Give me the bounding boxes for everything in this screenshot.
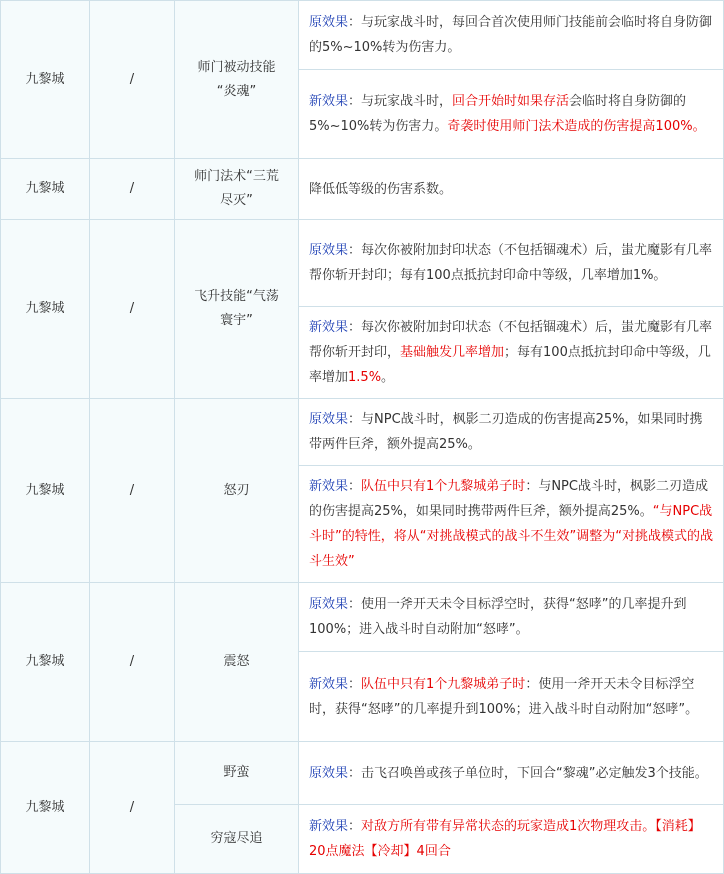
faction-cell: 九黎城 <box>1 742 90 874</box>
table-row <box>1 399 724 466</box>
skill-name-line: 师门法术“三荒 <box>194 169 279 184</box>
skill-name-line: 尽灭” <box>220 193 253 208</box>
skill-name-cell <box>175 220 299 399</box>
original-effect-cell <box>299 742 724 805</box>
original-effect-cell <box>299 399 724 466</box>
skill-name-cell <box>175 1 299 159</box>
slash-cell: / <box>90 399 175 583</box>
new-effect-label: 新效果 <box>309 320 349 335</box>
original-effect-text: ：使用一斧开天未令目标浮空时，获得“怒哮”的几率提升到100%；进入战斗时自动附加“怒哮”。 <box>309 597 687 638</box>
new-effect-text: ：与玩家战斗时， <box>348 93 453 109</box>
new-effect-highlight: 对敌方所有带有异常状态的玩家造成1次物理攻击。【消耗】20点魔法【冷却】4回合 <box>309 819 701 860</box>
new-effect-text: 会临时将自身防御的5%~10%转为伤害力。 <box>309 93 687 134</box>
original-effect-cell <box>299 583 724 652</box>
new-effect-cell <box>299 307 724 399</box>
skill-name-line: 飞升技能“气荡 <box>194 289 279 304</box>
new-effect-label: 新效果 <box>309 676 349 692</box>
original-effect-label: 原效果 <box>309 597 349 613</box>
slash-cell: / <box>90 220 175 399</box>
table-row <box>1 159 724 220</box>
slash-cell: / <box>90 742 175 874</box>
new-effect-text: ：每次你被附加封印状态（不包括锢魂术）后，蚩尤魔影有几率帮你斩开封印， <box>309 320 713 360</box>
skill-name-cell: 怒刃 <box>175 399 299 583</box>
new-effect-text: ：与NPC战斗时，枫影二刃造成的伤害提高25%，如果同时携带两件巨斧，额外提高25%。 <box>309 479 708 519</box>
skill-name-line: 寰宇” <box>220 313 253 328</box>
new-effect-highlight: 1.5% <box>348 370 382 385</box>
faction-cell: 九黎城 <box>1 1 90 159</box>
new-effect-text: ： <box>348 479 362 494</box>
original-effect-cell <box>299 1 724 70</box>
skill-name-line: “炎魂” <box>216 83 257 99</box>
new-effect-highlight: 回合开始时如果存活 <box>452 93 570 109</box>
original-effect-text: ：每次你被附加封印状态（不包括锢魂术）后，蚩尤魔影有几率帮你斩开封印；每有100点抵抗封印命中等级，几率增加1%。 <box>309 243 713 283</box>
new-effect-label: 新效果 <box>309 93 349 109</box>
new-effect-text: ： <box>348 819 362 835</box>
skill-name-cell <box>175 159 299 220</box>
skill-name-line: 师门被动技能 <box>197 59 276 75</box>
table-row <box>1 583 724 652</box>
slash-cell: / <box>90 1 175 159</box>
skill-name-cell: 震怒 <box>175 583 299 742</box>
original-effect-label: 原效果 <box>309 765 349 781</box>
original-effect-cell <box>299 220 724 307</box>
original-effect-label: 原效果 <box>309 243 349 258</box>
new-effect-label: 新效果 <box>309 819 349 835</box>
slash-cell: / <box>90 159 175 220</box>
table-row <box>1 1 724 70</box>
new-effect-highlight: “与NPC战斗时”的特性，将从“对挑战模式的战斗不生效”调整为“对挑战模式的战斗生效” <box>309 504 713 569</box>
skill-name-cell: 野蛮 <box>175 742 299 805</box>
new-effect-cell <box>299 652 724 742</box>
new-effect-cell <box>299 466 724 583</box>
original-effect-text: ：击飞召唤兽或孩子单位时，下回合“黎魂”必定触发3个技能。 <box>348 765 708 781</box>
faction-cell: 九黎城 <box>1 220 90 399</box>
new-effect-cell <box>299 805 724 874</box>
new-effect-text: 。 <box>381 370 395 385</box>
original-effect-label: 原效果 <box>309 14 349 30</box>
skill-name-cell: 穷寇尽追 <box>175 805 299 874</box>
slash-cell: / <box>90 583 175 742</box>
new-effect-highlight: 奇袭时使用师门法术造成的伤害提高100%。 <box>447 118 706 134</box>
new-effect-text: ；每有100点抵抗封印命中等级，几率增加 <box>309 345 711 385</box>
new-effect-label: 新效果 <box>309 479 349 494</box>
original-effect-text: ：与NPC战斗时，枫影二刃造成的伤害提高25%，如果同时携带两件巨斧，额外提高25%。 <box>309 412 703 452</box>
faction-cell: 九黎城 <box>1 583 90 742</box>
new-effect-highlight: 队伍中只有1个九黎城弟子时 <box>361 676 526 692</box>
faction-cell: 九黎城 <box>1 399 90 583</box>
faction-cell: 九黎城 <box>1 159 90 220</box>
new-effect-highlight: 基础触发几率增加 <box>400 345 505 360</box>
new-effect-cell <box>299 69 724 158</box>
effect-cell: 降低低等级的伤害系数。 <box>299 159 724 220</box>
new-effect-highlight: 队伍中只有1个九黎城弟子时 <box>361 479 526 494</box>
table-row <box>1 220 724 307</box>
new-effect-text: ：使用一斧开天未令目标浮空时，获得“怒哮”的几率提升到100%；进入战斗时自动附加“怒哮”。 <box>309 676 699 717</box>
table-row <box>1 742 724 805</box>
original-effect-label: 原效果 <box>309 412 349 427</box>
new-effect-text: ： <box>348 676 362 692</box>
original-effect-text: ：与玩家战斗时，每回合首次使用师门技能前会临时将自身防御的5%~10%转为伤害力。 <box>309 14 713 55</box>
